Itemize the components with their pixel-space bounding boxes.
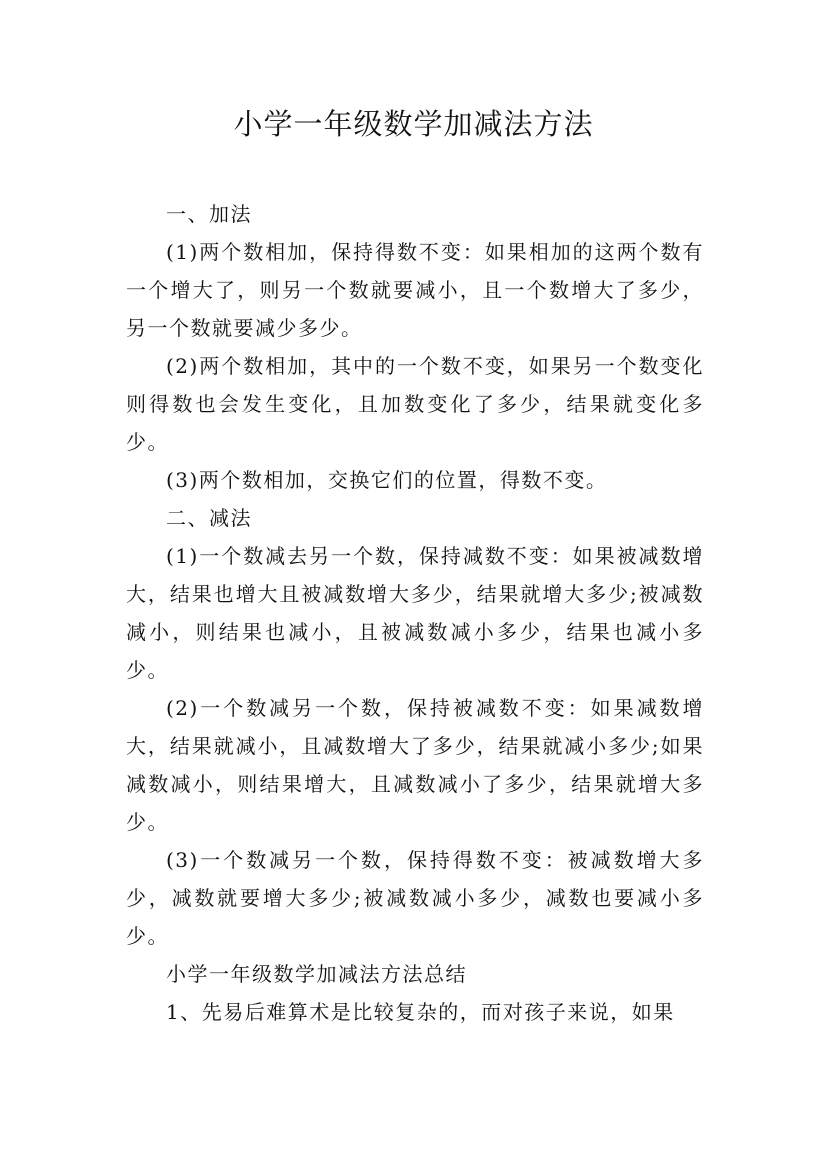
document-body xyxy=(126,195,704,1031)
paragraph-subtraction-rule-2: (2)一个数减另一个数，保持被减数不变：如果减数增大，结果就减小，且减数增大了多少，结果就减小多少;如果减数减小，则结果增大，且减数减小了多少，结果就增大多少。 xyxy=(126,696,704,834)
paragraph-addition-rule-3: (3)两个数相加，交换它们的位置，得数不变。 xyxy=(166,468,608,492)
paragraph-subtraction-rule-1: (1)一个数减去另一个数，保持减数不变：如果被减数增大，结果也增大且被减数增大多少，结果就增大多少;被减数减小，则结果也减小，且被减数减小多少，结果也减小多少。 xyxy=(126,544,704,682)
paragraph-addition-rule-2: (2)两个数相加，其中的一个数不变，如果另一个数变化则得数也会发生变化，且加数变化了多少，结果就变化多少。 xyxy=(126,354,704,454)
section-heading-summary: 小学一年级数学加减法方法总结 xyxy=(166,962,467,986)
paragraph-summary-1: 1、先易后难算术是比较复杂的，而对孩子来说，如果 xyxy=(166,1000,675,1024)
paragraph-addition-rule-1: (1)两个数相加，保持得数不变：如果相加的这两个数有一个增大了，则另一个数就要减小，且一个数增大了多少，另一个数就要减少多少。 xyxy=(126,240,704,340)
paragraph-subtraction-rule-3: (3)一个数减另一个数，保持得数不变：被减数增大多少，减数就要增大多少;被减数减小多少，减数也要减小多少。 xyxy=(126,848,704,948)
document-title: 小学一年级数学加减法方法 xyxy=(233,107,594,141)
section-heading-addition: 一、加法 xyxy=(166,202,252,226)
section-heading-subtraction: 二、减法 xyxy=(166,506,252,530)
